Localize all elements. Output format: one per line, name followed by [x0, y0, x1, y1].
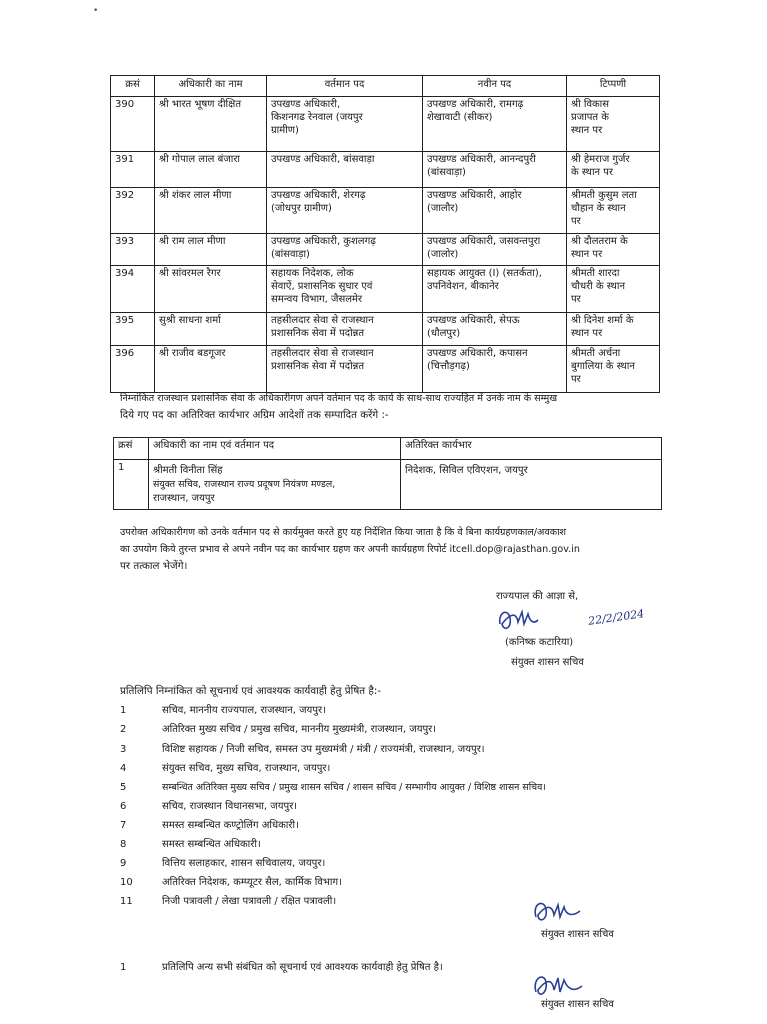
serial-cell: 394	[111, 266, 155, 313]
col-header-serial: क्रसं	[111, 76, 155, 97]
new-post-cell: उपखण्ड अधिकारी, आनन्दपुरी (बांसवाड़ा)	[423, 152, 567, 188]
current-post-cell: सहायक निदेशक, लोक सेवाऐं, प्रशासनिक सुधार एवं समन्वय विभाग, जैसलमेर	[267, 266, 423, 313]
table-row	[111, 313, 660, 346]
name-cell: श्री सांवरमल रैगर	[155, 266, 267, 313]
page-mark: •	[93, 6, 99, 16]
new-post-cell: उपखण्ड अधिकारी, कपासन (चित्तौड़गढ़)	[423, 346, 567, 393]
table-row	[111, 234, 660, 266]
current-post-cell: तहसीलदार सेवा से राजस्थान प्रशासनिक सेवा में पदोन्नत	[267, 346, 423, 393]
designation: संयुक्त शासन सचिव	[541, 999, 614, 1010]
table-row	[111, 97, 660, 152]
name-cell: श्री गोपाल लाल बंजारा	[155, 152, 267, 188]
signatory-name: (कनिष्क कटारिया)	[505, 637, 574, 648]
transfer-table	[110, 75, 660, 393]
remark-cell: श्री हेमराज गुर्जर के स्थान पर	[567, 152, 660, 188]
name-cell: श्री शंकर लाल मीणा	[155, 188, 267, 234]
current-post-cell: उपखण्ड अधिकारी, कुशलगढ़ (बांसवाड़ा)	[267, 234, 423, 266]
current-post-cell: उपखण्ड अधिकारी, किशनगढ रेनवाल (जयपुर ग्रामीण)	[267, 97, 423, 152]
new-post-cell: उपखण्ड अधिकारी, आहोर (जालौर)	[423, 188, 567, 234]
remark-cell: श्री विकास प्रजापत के स्थान पर	[567, 97, 660, 152]
col-header-additional-charge: अतिरिक्त कार्यभार	[401, 438, 662, 460]
current-post-cell: उपखण्ड अधिकारी, शेरगढ़ (जोधपुर ग्रामीण)	[267, 188, 423, 234]
copy-heading: प्रतिलिपि निम्नांकित को सूचनार्थ एवं आवश्यक कार्यवाही हेतु प्रेषित है:-	[120, 685, 382, 697]
designation: संयुक्त शासन सचिव	[511, 657, 584, 668]
remark-cell: श्रीमती शारदा चौधरी के स्थान पर	[567, 266, 660, 313]
additional-charge-header	[114, 438, 662, 460]
officer-cell: श्रीमती विनीता सिंह संयुक्त सचिव, राजस्थान राज्य प्रदूषण नियंत्रण मण्डल, राजस्थान, जयपुर	[149, 460, 401, 510]
handwritten-date: 22/2/2024	[587, 607, 646, 628]
current-post-cell: उपखण्ड अधिकारी, बांसवाड़ा	[267, 152, 423, 188]
table-row	[111, 152, 660, 188]
remark-cell: श्री दौलतराम के स्थान पर	[567, 234, 660, 266]
serial-cell: 396	[111, 346, 155, 393]
serial-cell: 395	[111, 313, 155, 346]
col-header-current-post: वर्तमान पद	[267, 76, 423, 97]
name-cell: श्री राम लाल मीणा	[155, 234, 267, 266]
col-header-officer: अधिकारी का नाम एवं वर्तमान पद	[149, 438, 401, 460]
serial-cell: 391	[111, 152, 155, 188]
signature-1	[494, 602, 542, 638]
serial-cell: 392	[111, 188, 155, 234]
relief-instructions: उपरोक्त अधिकारीगण को उनके वर्तमान पद से कार्यमुक्त करते हुए यह निर्देशित किया जाता है कि वे बिना कार्यग्रहणकाल/अवकाश का उपयोग किये तुरन्त प्रभाव से अपने नवीन पद का कार्यभार ग्रहण कर अपनी कार्यग्रहण रिपोर्ट itcell.dop@rajasthan.gov.in पर तत्काल भेजेंगे।	[120, 527, 580, 572]
new-post-cell: सहायक आयुक्त (I) (सतर्कता), उपनिवेशन, बीकानेर	[423, 266, 567, 313]
new-post-cell: उपखण्ड अधिकारी, जसवन्तपुरा (जालोर)	[423, 234, 567, 266]
table-row	[111, 266, 660, 313]
order-line: राज्यपाल की आज्ञा से,	[496, 591, 579, 602]
col-header-serial: क्रसं	[114, 438, 149, 460]
table-row	[111, 346, 660, 393]
serial-cell: 1	[114, 460, 149, 510]
table-row	[114, 460, 662, 510]
col-header-new-post: नवीन पद	[423, 76, 567, 97]
signature-2	[528, 893, 588, 929]
remark-cell: श्रीमती कुसुम लता चौहान के स्थान पर	[567, 188, 660, 234]
serial-cell: 393	[111, 234, 155, 266]
additional-charge-intro: निम्नांकित राजस्थान प्रशासनिक सेवा के अधिकारीगण अपने वर्तमान पद के कार्य के साथ-साथ राज्यहित में उनके नाम के सम्मुख दिये गए पद का अतिरिक्त कार्यभार अग्रिम आदेशों तक सम्पादित करेंगे :-	[120, 393, 558, 421]
name-cell: श्री राजीव बडगूजर	[155, 346, 267, 393]
name-cell: सुश्री साधना शर्मा	[155, 313, 267, 346]
remark-cell: श्रीमती अर्चना बुगालिया के स्थान पर	[567, 346, 660, 393]
serial-cell: 390	[111, 97, 155, 152]
remark-cell: श्री दिनेश शर्मा के स्थान पर	[567, 313, 660, 346]
transfer-table-header	[111, 76, 660, 97]
name-cell: श्री भारत भूषण दीक्षित	[155, 97, 267, 152]
current-post-cell: तहसीलदार सेवा से राजस्थान प्रशासनिक सेवा में पदोन्नत	[267, 313, 423, 346]
additional-charge-table	[113, 437, 662, 510]
new-post-cell: उपखण्ड अधिकारी, रामगढ़ शेखावाटी (सीकर)	[423, 97, 567, 152]
table-row	[111, 188, 660, 234]
charge-cell: निदेशक, सिविल एविएशन, जयपुर	[401, 460, 662, 510]
designation: संयुक्त शासन सचिव	[541, 929, 614, 940]
col-header-remark: टिप्पणी	[567, 76, 660, 97]
col-header-name: अधिकारी का नाम	[155, 76, 267, 97]
new-post-cell: उपखण्ड अधिकारी, सेपऊ (धौलपुर)	[423, 313, 567, 346]
